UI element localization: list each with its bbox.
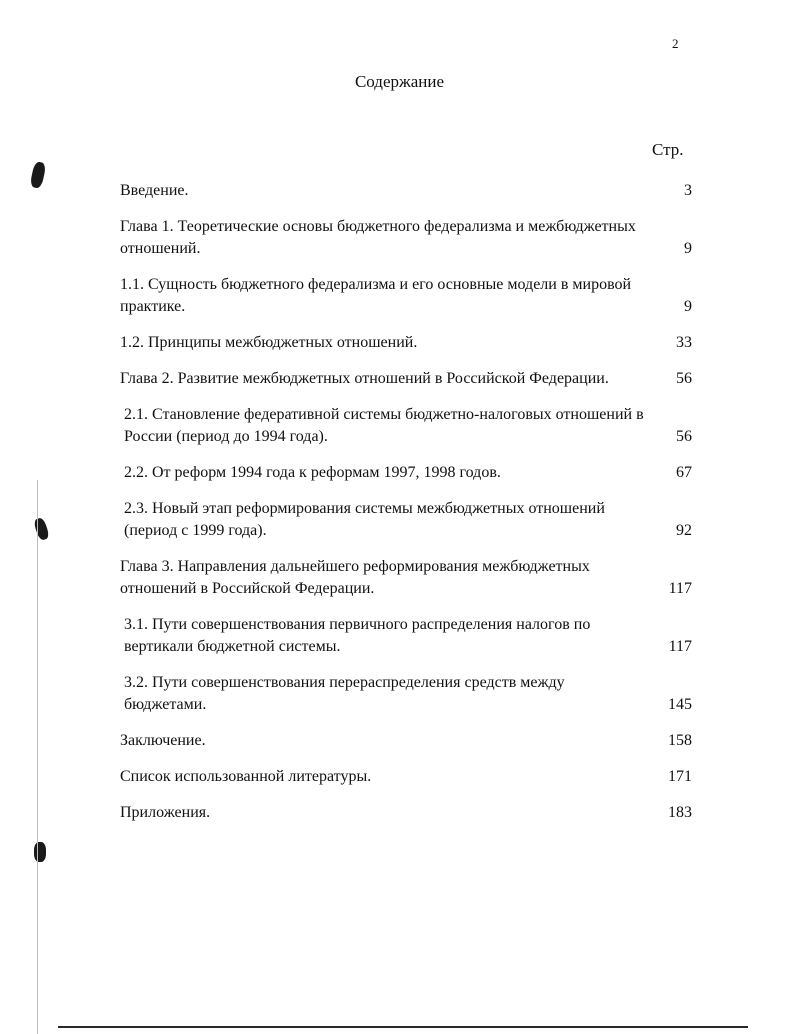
- toc-entry-section-2-2: [120, 462, 692, 484]
- toc-entry-text: Глава 2. Развитие межбюджетных отношений в Российской Федерации.: [120, 370, 609, 387]
- toc-entry-text: 2.2. От реформ 1994 года к реформам 1997, 1998 годов.: [124, 464, 501, 481]
- toc-entry-section-1-2: [120, 332, 692, 354]
- scan-artifact: [29, 161, 46, 189]
- toc-entry-page: 56: [676, 370, 692, 387]
- page-title: Содержание: [354, 72, 445, 91]
- toc-entry-page: 183: [668, 804, 692, 821]
- page-column-header: Стр.: [652, 140, 684, 159]
- scan-artifact: [34, 842, 46, 862]
- toc-entry-text: 2.3. Новый этап реформирования системы межбюджетных отношений (период с 1999 года).: [124, 500, 605, 539]
- toc-entry-section-1-1: [120, 274, 692, 318]
- toc-entry-text: Введение.: [120, 182, 189, 199]
- toc-entry-text: 3.2. Пути совершенствования перераспределения средств между бюджетами.: [124, 674, 565, 713]
- toc-entry-text: 3.1. Пути совершенствования первичного распределения налогов по вертикали бюджетной системы.: [124, 616, 591, 655]
- toc-entry-section-2-1: [120, 404, 692, 448]
- toc-entry-chapter-3: [120, 556, 692, 600]
- toc-entry-page: 9: [684, 298, 692, 315]
- toc-entry-text: Заключение.: [120, 732, 206, 749]
- toc-entry-page: 9: [684, 240, 692, 257]
- toc-entry-text: Список использованной литературы.: [120, 768, 372, 785]
- toc-entry-text: 2.1. Становление федеративной системы бюджетно-налоговых отношений в России (период до 1994 года).: [124, 406, 644, 445]
- toc-entry-text: 1.1. Сущность бюджетного федерализма и его основные модели в мировой практике.: [120, 276, 632, 315]
- toc-entry-page: 117: [668, 580, 692, 597]
- toc-entry-page: 117: [668, 638, 692, 655]
- toc-entry-introduction: [120, 180, 692, 202]
- scan-artifact: [33, 517, 50, 541]
- toc-entry-page: 33: [676, 334, 692, 351]
- toc-entry-text: Приложения.: [120, 804, 211, 821]
- toc-entry-section-2-3: [120, 498, 692, 542]
- toc-entry-page: 67: [676, 464, 692, 481]
- toc-entry-text: Глава 1. Теоретические основы бюджетного федерализма и межбюджетных отношений.: [120, 218, 636, 257]
- toc-entry-page: 56: [676, 428, 692, 445]
- toc-entry-page: 171: [668, 768, 692, 785]
- toc-entry-appendices: [120, 802, 692, 824]
- toc-entry-page: 3: [684, 182, 692, 199]
- toc-entry-chapter-2: [120, 368, 692, 390]
- page-number: 2: [672, 36, 679, 51]
- toc-entry-section-3-1: [120, 614, 692, 658]
- scan-edge-line: [37, 480, 38, 1034]
- toc-entry-section-3-2: [120, 672, 692, 716]
- toc-entry-text: Глава 3. Направления дальнейшего реформирования межбюджетных отношений в Российской Федерации.: [120, 558, 590, 597]
- toc-entry-bibliography: [120, 766, 692, 788]
- toc-entry-chapter-1: [120, 216, 692, 260]
- toc-entry-page: 92: [676, 522, 692, 539]
- scan-bottom-line: [58, 1026, 748, 1028]
- toc-entry-page: 145: [668, 696, 692, 713]
- toc-entry-text: 1.2. Принципы межбюджетных отношений.: [120, 334, 418, 351]
- toc-entry-page: 158: [668, 732, 692, 749]
- toc-entry-conclusion: [120, 730, 692, 752]
- table-of-contents: [120, 180, 692, 838]
